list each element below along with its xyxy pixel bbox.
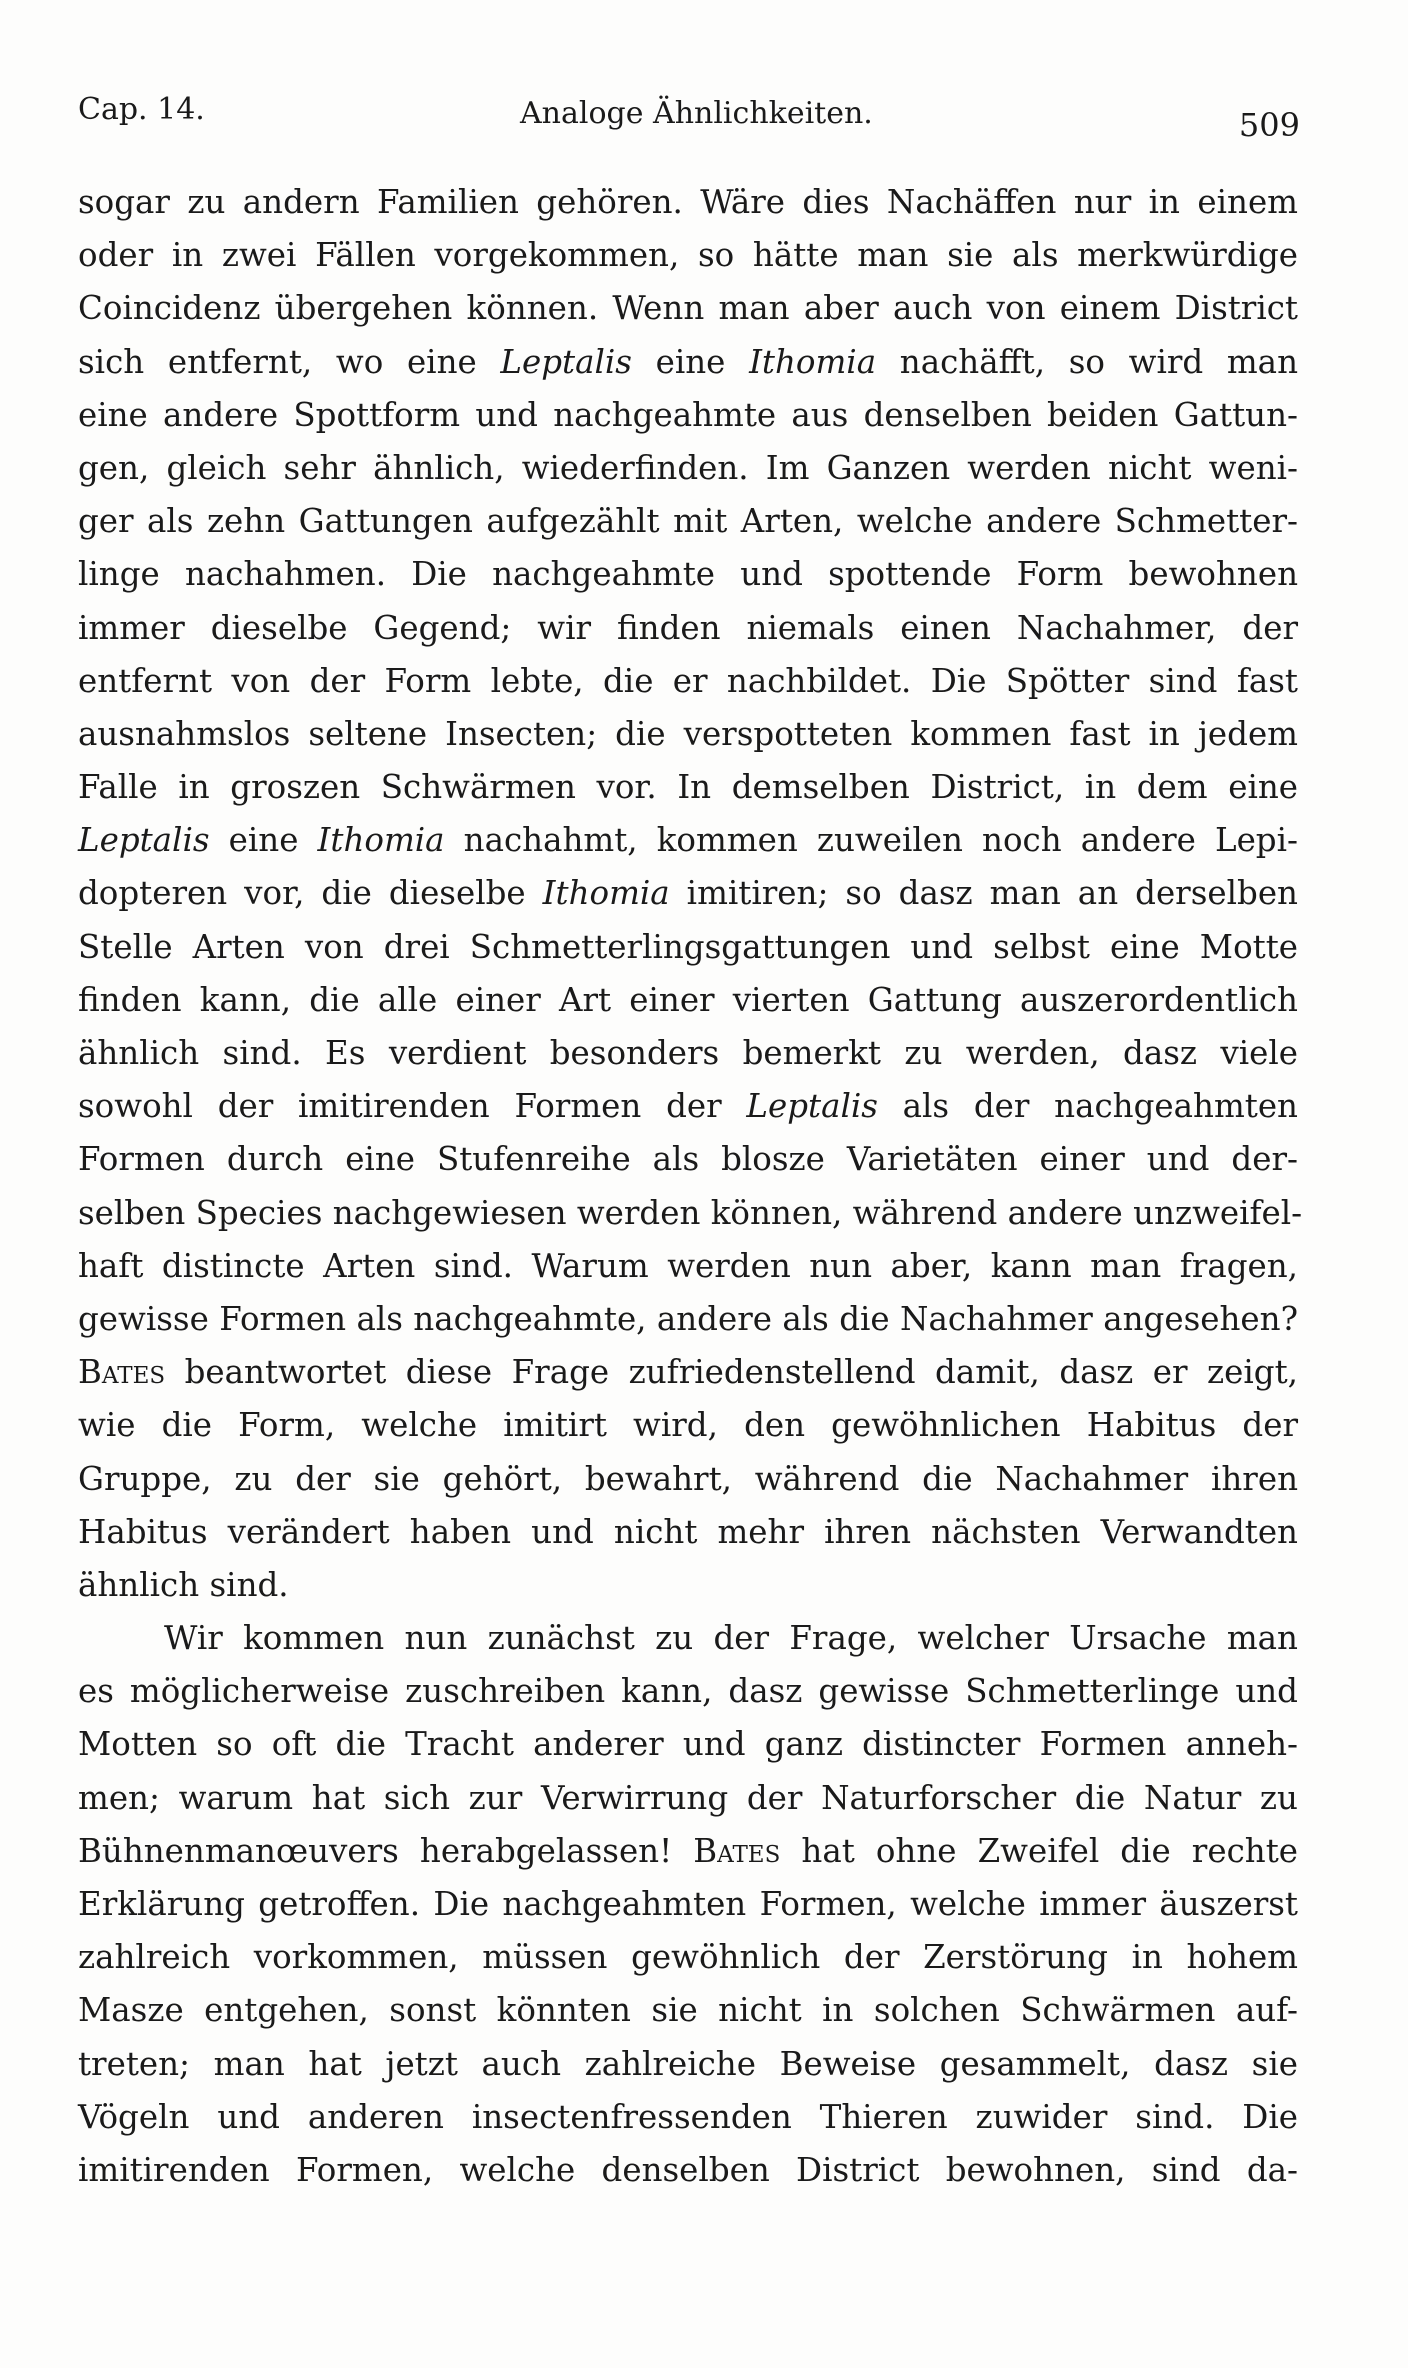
text-line: [78, 1293, 1298, 1346]
text-line: [78, 389, 1298, 442]
text-segment: eine: [209, 821, 318, 860]
text-line: [78, 1187, 1303, 1240]
text-segment: hat ohne Zweifel die rechte: [780, 1831, 1298, 1870]
text-segment: oder in zwei Fällen vorgekommen, so hätte man sie als merkwürdige: [78, 236, 1298, 275]
text-line: [78, 1825, 1298, 1878]
text-segment: sogar zu andern Familien gehören. Wäre dies Nachäffen nur in einem: [78, 183, 1298, 221]
author-name: Bates: [693, 1831, 781, 1870]
text-line: [78, 176, 1298, 229]
text-line: [78, 602, 1298, 655]
text-line: [78, 1984, 1298, 2037]
text-segment: als der nachgeahmten: [877, 1087, 1298, 1126]
page-number: 509: [1238, 106, 1300, 144]
text-segment: gen, gleich sehr ähnlich, wiederfinden. Im Ganzen werden nicht weni-: [78, 448, 1298, 487]
text-segment: Motten so oft die Tracht anderer und ganz distincter Formen anneh-: [78, 1725, 1298, 1764]
text-line: [78, 1665, 1298, 1718]
text-line: [78, 1878, 1298, 1931]
text-line: [78, 1559, 1298, 1612]
italic-term: Ithomia: [317, 821, 445, 860]
text-line: [78, 548, 1298, 601]
text-segment: es möglicherweise zuschreiben kann, dasz gewisse Schmetterlinge und: [78, 1672, 1298, 1711]
text-line: [78, 1772, 1298, 1825]
text-segment: sich entfernt, wo eine: [78, 342, 501, 381]
text-segment: imitirenden Formen, welche denselben District bewohnen, sind da-: [78, 2150, 1298, 2189]
text-segment: sowohl der imitirenden Formen der: [78, 1087, 747, 1126]
text-segment: nachahmt, kommen zuweilen noch andere Lepi-: [444, 821, 1298, 860]
text-segment: eine andere Spottform und nachgeahmte aus denselben beiden Gattun-: [78, 395, 1298, 434]
text-segment: Formen durch eine Stufenreihe als blosze Varietäten einer und der-: [78, 1140, 1298, 1179]
text-segment: ausnahmslos seltene Insecten; die verspotteten kommen fast in jedem: [78, 714, 1298, 753]
text-line: [78, 761, 1298, 814]
text-segment: Bühnenmanœuvers herabgelassen!: [78, 1831, 694, 1870]
text-line: [78, 442, 1298, 495]
text-segment: linge nachahmen. Die nachgeahmte und spottende Form bewohnen: [78, 555, 1298, 594]
italic-term: Ithomia: [749, 342, 877, 381]
text-segment: Masze entgehen, sonst könnten sie nicht in solchen Schwärmen auf-: [78, 1991, 1298, 2030]
text-line: [78, 814, 1298, 867]
text-segment: ähnlich sind. Es verdient besonders bemerkt zu werden, dasz viele: [78, 1034, 1298, 1072]
text-segment: Vögeln und anderen insectenfressenden Thieren zuwider sind. Die: [78, 2097, 1298, 2136]
chapter-label: Cap. 14.: [78, 92, 205, 127]
text-line: [78, 336, 1298, 389]
italic-term: Leptalis: [746, 1087, 878, 1126]
text-segment: haft distincte Arten sind. Warum werden nun aber, kann man fragen,: [78, 1246, 1298, 1285]
text-line: [78, 974, 1298, 1027]
text-line: [78, 708, 1298, 761]
text-segment: Wir kommen nun zunächst zu der Frage, welcher Ursache man: [164, 1619, 1298, 1658]
text-segment: Habitus verändert haben und nicht mehr ihren nächsten Verwandten: [78, 1512, 1298, 1551]
text-line: [78, 867, 1298, 920]
text-segment: entfernt von der Form lebte, die er nachbildet. Die Spötter sind fast: [78, 661, 1298, 700]
running-title: Analoge Ähnlichkeiten.: [520, 96, 873, 131]
text-segment: Coincidenz übergehen können. Wenn man aber auch von einem District: [78, 289, 1298, 328]
text-segment: Stelle Arten von drei Schmetterlingsgattungen und selbst eine Motte: [78, 927, 1298, 966]
text-line: [78, 1931, 1298, 1984]
text-line: [78, 1080, 1298, 1133]
text-line: [78, 921, 1298, 974]
text-line: [78, 1133, 1298, 1186]
text-line: [78, 1612, 1298, 1665]
italic-term: Ithomia: [542, 874, 670, 913]
text-line: [78, 1027, 1298, 1080]
text-line: [78, 1240, 1298, 1293]
text-segment: Gruppe, zu der sie gehört, bewahrt, während die Nachahmer ihren: [78, 1459, 1298, 1498]
running-header: [78, 92, 1298, 142]
italic-term: Leptalis: [78, 821, 210, 860]
text-line: [78, 1506, 1298, 1559]
text-segment: beantwortet diese Frage zufriedenstellend damit, dasz er zeigt,: [165, 1353, 1298, 1392]
text-segment: selben Species nachgewiesen werden können, während andere unzweifel-: [78, 1193, 1303, 1232]
text-line: [78, 1346, 1298, 1399]
text-segment: gewisse Formen als nachgeahmte, andere als die Nachahmer angesehen?: [78, 1299, 1298, 1338]
text-segment: dopteren vor, die dieselbe: [78, 874, 543, 913]
text-segment: ähnlich sind.: [78, 1565, 289, 1604]
text-segment: imitiren; so dasz man an derselben: [669, 874, 1298, 913]
text-line: [78, 2038, 1298, 2091]
italic-term: Leptalis: [500, 342, 632, 381]
text-segment: Erklärung getroffen. Die nachgeahmten Formen, welche immer äuszerst: [78, 1885, 1298, 1923]
text-segment: treten; man hat jetzt auch zahlreiche Beweise gesammelt, dasz sie: [78, 2044, 1298, 2083]
text-segment: immer dieselbe Gegend; wir finden niemals einen Nachahmer, der: [78, 608, 1298, 647]
text-line: [78, 2144, 1298, 2197]
text-segment: wie die Form, welche imitirt wird, den gewöhnlichen Habitus der: [78, 1406, 1298, 1445]
text-line: [78, 655, 1298, 708]
text-line: [78, 2091, 1298, 2144]
text-line: [78, 1453, 1298, 1506]
text-line: [78, 229, 1298, 282]
text-line: [78, 495, 1298, 548]
text-segment: zahlreich vorkommen, müssen gewöhnlich der Zerstörung in hohem: [78, 1938, 1298, 1977]
text-segment: men; warum hat sich zur Verwirrung der Naturforscher die Natur zu: [78, 1778, 1298, 1817]
text-segment: Falle in groszen Schwärmen vor. In demselben District, in dem eine: [78, 768, 1298, 807]
text-line: [78, 1399, 1298, 1452]
text-body: [78, 176, 1303, 2197]
text-segment: ger als zehn Gattungen aufgezählt mit Arten, welche andere Schmetter-: [78, 502, 1298, 541]
text-line: [78, 282, 1298, 335]
text-segment: eine: [631, 342, 750, 381]
text-segment: finden kann, die alle einer Art einer vierten Gattung auszerordentlich: [78, 980, 1298, 1019]
author-name: Bates: [78, 1353, 166, 1392]
text-segment: nachäfft, so wird man: [876, 342, 1298, 381]
text-line: [78, 1718, 1298, 1771]
